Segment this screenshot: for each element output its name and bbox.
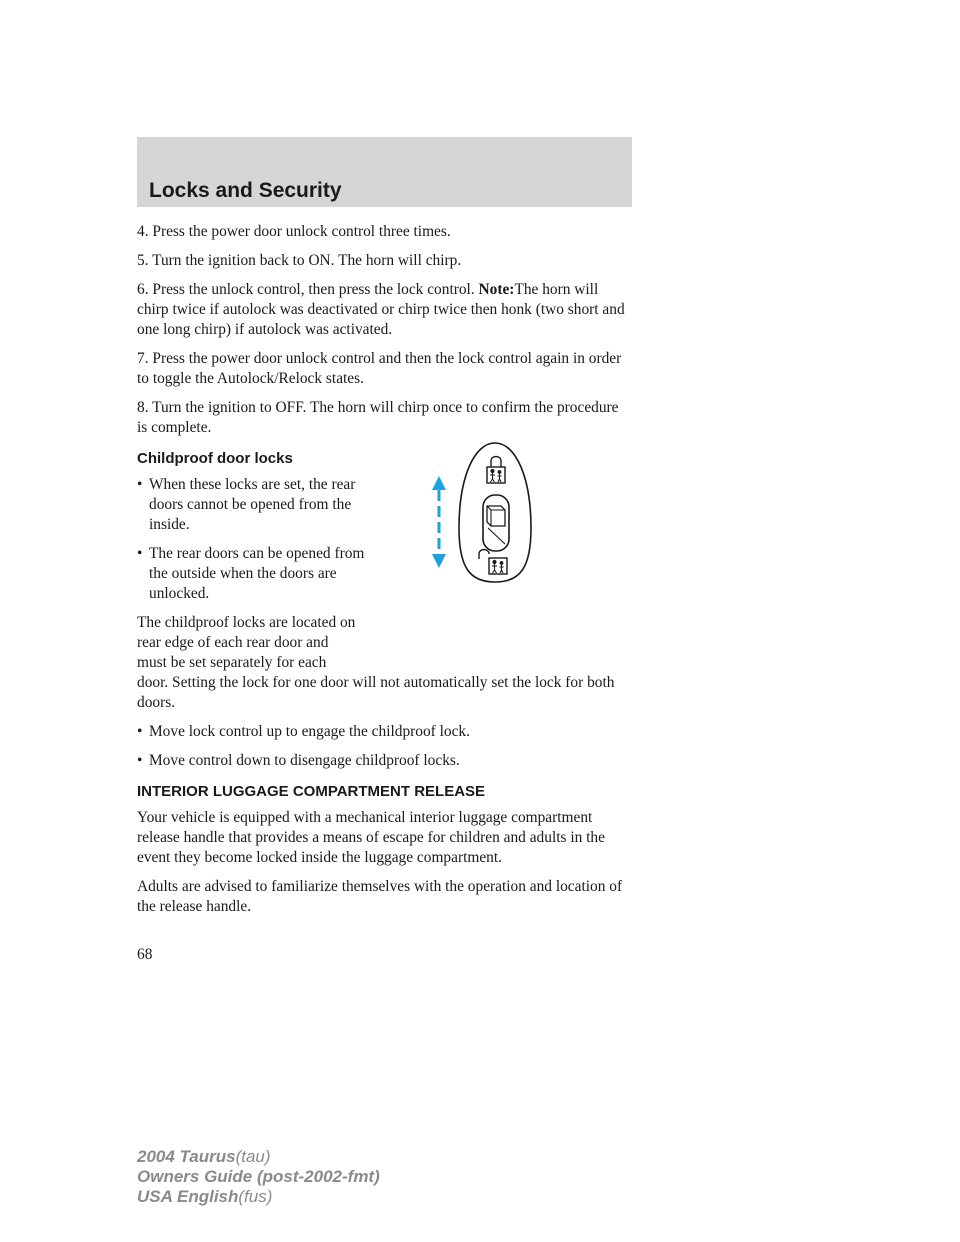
footer-line-1: [137, 1147, 380, 1167]
child-lock-disengaged-icon: [479, 550, 507, 575]
step-6-text: 6. Press the unlock control, then press the lock control.: [137, 281, 479, 298]
section-title: Locks and Security: [149, 179, 342, 202]
bullet-dot: •: [137, 723, 143, 740]
childproof-lock-diagram: [428, 438, 548, 588]
bullet-text: Move control down to disengage childproof locks.: [149, 752, 460, 769]
document-footer: [137, 1147, 380, 1207]
bullet-text: The rear doors can be opened from the outside when the doors are unlocked.: [149, 545, 365, 602]
step-8: 8. Turn the ignition to OFF. The horn will chirp once to confirm the procedure is complete.: [137, 399, 619, 436]
bullet-dot: •: [137, 476, 143, 493]
childproof-bullet-2: [137, 544, 385, 604]
luggage-paragraph-2: Adults are advised to familiarize themselves with the operation and location of the release handle.: [137, 878, 623, 915]
footer-language: USA English: [137, 1187, 239, 1206]
footer-line-2: [137, 1167, 380, 1187]
childproof-bullet-3: [137, 722, 632, 742]
childproof-lock-illustration: [428, 438, 548, 588]
bullet-text: Move lock control up to engage the childproof lock.: [149, 723, 470, 740]
luggage-paragraph-1: Your vehicle is equipped with a mechanical interior luggage compartment release handle that provides a means of escape for children and adults in the event they become locked inside the luggage compartment.: [137, 809, 605, 866]
up-down-arrow-icon: [432, 476, 446, 568]
footer-model: 2004 Taurus: [137, 1147, 236, 1166]
location-line-3: must be set separately for each: [137, 654, 327, 671]
section-header-band: [137, 137, 632, 207]
step-6: [137, 280, 632, 340]
childproof-bullet-4: [137, 751, 632, 771]
footer-guide: Owners Guide (post-2002-fmt): [137, 1167, 380, 1186]
bullet-dot: •: [137, 545, 143, 562]
footer-model-code: (tau): [235, 1147, 271, 1166]
child-lock-engaged-icon: [487, 457, 505, 484]
location-line-1: The childproof locks are located on: [137, 614, 356, 631]
lock-slider-icon: [483, 495, 509, 551]
location-line-2: rear edge of each rear door and: [137, 634, 329, 651]
step-7: 7. Press the power door unlock control and then the lock control again in order to toggle the Autolock/Relock states.: [137, 350, 622, 387]
step-4: 4. Press the power door unlock control three times.: [137, 223, 451, 240]
bullet-text: When these locks are set, the rear doors cannot be opened from the inside.: [149, 476, 356, 533]
page-number: 68: [137, 946, 153, 963]
footer-language-code: (fus): [238, 1187, 273, 1206]
childproof-location-paragraph: [137, 613, 632, 713]
luggage-heading: INTERIOR LUGGAGE COMPARTMENT RELEASE: [137, 783, 486, 800]
step-5: 5. Turn the ignition back to ON. The horn will chirp.: [137, 252, 462, 269]
childproof-bullet-1: [137, 475, 385, 535]
page-content: [137, 222, 632, 926]
note-label: Note:: [478, 281, 515, 298]
childproof-heading: Childproof door locks: [137, 450, 293, 467]
bullet-dot: •: [137, 752, 143, 769]
note-text: The horn will chirp twice if autolock was deactivated or chirp twice then honk (two short and one long chirp) if autolock was activated.: [137, 281, 625, 338]
footer-line-3: [137, 1187, 380, 1207]
location-rest: door. Setting the lock for one door will not automatically set the lock for both doors.: [137, 674, 615, 711]
